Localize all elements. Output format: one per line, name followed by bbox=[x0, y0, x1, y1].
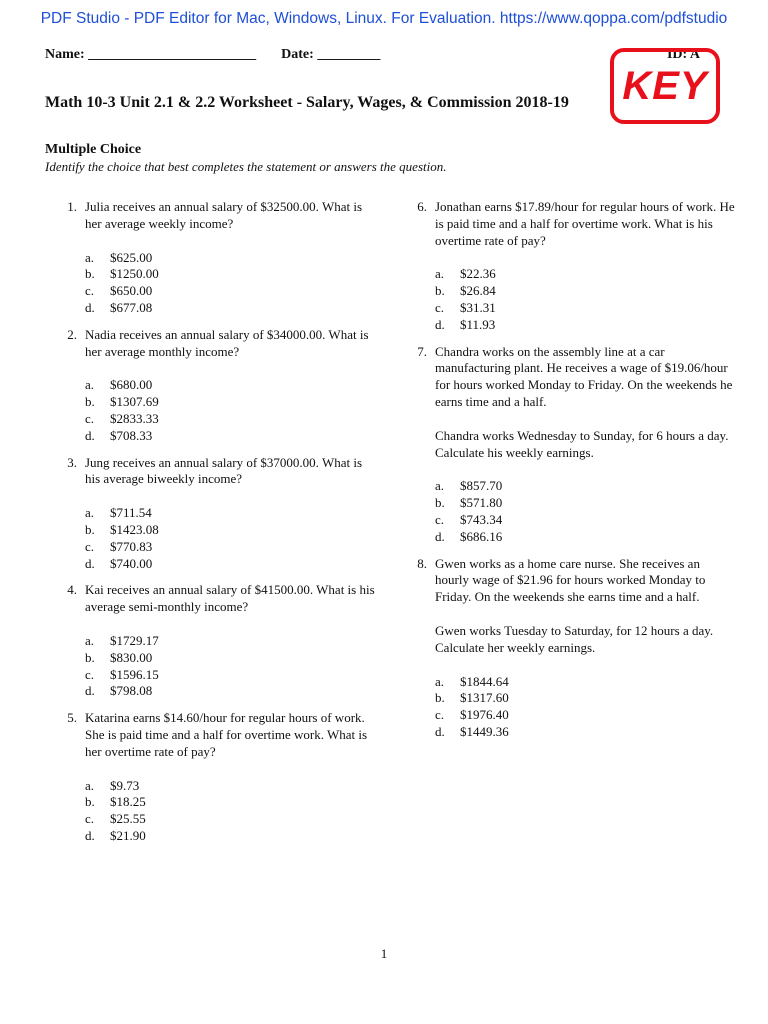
question-7 bbox=[405, 344, 735, 546]
option-value: $1976.40 bbox=[460, 707, 509, 723]
answer-option bbox=[435, 724, 735, 741]
option-value: $743.34 bbox=[460, 511, 503, 527]
question-number: 4. bbox=[67, 582, 77, 598]
answer-option bbox=[85, 633, 375, 650]
question-text: Julia receives an annual salary of $32500.00. What is her average weekly income? bbox=[85, 199, 363, 231]
question-3 bbox=[55, 455, 375, 573]
option-letter: b. bbox=[85, 794, 95, 810]
student-info-line bbox=[45, 47, 380, 63]
answer-option bbox=[435, 266, 735, 283]
page-number: 1 bbox=[380, 946, 388, 961]
question-text: Chandra works Wednesday to Sunday, for 6 hours a day. Calculate his weekly earnings. bbox=[435, 427, 729, 460]
option-letter: b. bbox=[435, 495, 445, 511]
answer-option bbox=[85, 828, 375, 845]
option-letter: c. bbox=[85, 283, 95, 299]
answer-option bbox=[85, 667, 375, 684]
option-value: $1729.17 bbox=[110, 632, 159, 648]
option-letter: d. bbox=[435, 316, 445, 332]
answer-option bbox=[435, 529, 735, 546]
option-value: $857.70 bbox=[460, 478, 503, 494]
question-number: 5. bbox=[67, 710, 77, 726]
section-title: Multiple Choice bbox=[45, 142, 142, 157]
question-text: Gwen works as a home care nurse. She receives an hourly wage of $21.96 for hours worked Monday to Friday. On the weekends she earns time and a half. bbox=[435, 555, 706, 605]
answer-option bbox=[435, 707, 735, 724]
answer-option bbox=[85, 522, 375, 539]
answer-option bbox=[85, 683, 375, 700]
option-letter: a. bbox=[435, 266, 445, 282]
answer-option bbox=[435, 300, 735, 317]
option-letter: b. bbox=[85, 266, 95, 282]
option-value: $31.31 bbox=[460, 299, 496, 315]
question-text: Gwen works Tuesday to Saturday, for 12 hours a day. Calculate her weekly earnings. bbox=[435, 622, 714, 655]
answer-option bbox=[85, 428, 375, 445]
question-number: 8. bbox=[417, 555, 427, 571]
name-label: Name: bbox=[45, 47, 85, 62]
answer-option bbox=[435, 512, 735, 529]
answer-option bbox=[85, 505, 375, 522]
questions-column-right bbox=[405, 199, 735, 751]
option-value: $21.90 bbox=[110, 827, 146, 843]
option-letter: c. bbox=[85, 666, 95, 682]
question-text: Jung receives an annual salary of $37000.00. What is his average biweekly income? bbox=[85, 454, 363, 487]
question-2 bbox=[55, 327, 375, 445]
question-number: 7. bbox=[417, 343, 427, 359]
option-value: $1596.15 bbox=[110, 666, 159, 682]
option-value: $677.08 bbox=[110, 299, 153, 315]
answer-option bbox=[435, 495, 735, 512]
option-letter: a. bbox=[435, 673, 445, 689]
option-value: $1423.08 bbox=[110, 521, 159, 537]
answer-option bbox=[435, 317, 735, 334]
option-letter: b. bbox=[85, 649, 95, 665]
question-6 bbox=[405, 199, 735, 334]
option-value: $18.25 bbox=[110, 794, 146, 810]
option-value: $9.73 bbox=[110, 777, 140, 793]
option-value: $625.00 bbox=[110, 249, 153, 265]
option-value: $711.54 bbox=[110, 505, 152, 521]
question-number: 6. bbox=[417, 199, 427, 214]
answer-options bbox=[85, 633, 375, 700]
option-value: $22.36 bbox=[460, 266, 496, 282]
option-letter: a. bbox=[85, 377, 95, 393]
option-value: $11.93 bbox=[460, 316, 496, 332]
answer-option bbox=[85, 811, 375, 828]
question-number: 3. bbox=[67, 454, 77, 470]
option-letter: a. bbox=[85, 632, 95, 648]
option-letter: b. bbox=[435, 690, 445, 706]
answer-option bbox=[85, 250, 375, 267]
question-4 bbox=[55, 582, 375, 700]
option-letter: d. bbox=[85, 827, 95, 843]
answer-option bbox=[435, 478, 735, 495]
option-value: $1844.64 bbox=[460, 673, 509, 689]
option-letter: c. bbox=[435, 707, 445, 723]
option-value: $1250.00 bbox=[110, 266, 159, 282]
answer-options bbox=[85, 778, 375, 845]
option-value: $770.83 bbox=[110, 538, 153, 554]
option-value: $680.00 bbox=[110, 377, 153, 393]
answer-option bbox=[85, 394, 375, 411]
answer-key-stamp bbox=[610, 48, 720, 124]
answer-option bbox=[85, 539, 375, 556]
option-value: $740.00 bbox=[110, 555, 153, 571]
answer-options bbox=[85, 505, 375, 572]
option-value: $2833.33 bbox=[110, 410, 159, 426]
option-letter: d. bbox=[85, 555, 95, 571]
date-label: Date: bbox=[281, 47, 314, 62]
question-5 bbox=[55, 710, 375, 845]
question-1 bbox=[55, 199, 375, 317]
question-text: Kai receives an annual salary of $41500.00. What is his average semi-monthly income? bbox=[85, 582, 375, 615]
key-stamp-text: KEY bbox=[622, 63, 708, 108]
answer-option bbox=[85, 650, 375, 667]
answer-option bbox=[85, 556, 375, 573]
answer-option bbox=[85, 377, 375, 394]
answer-option bbox=[85, 300, 375, 317]
option-value: $708.33 bbox=[110, 427, 153, 443]
answer-options bbox=[435, 266, 735, 333]
answer-option bbox=[85, 794, 375, 811]
option-value: $830.00 bbox=[110, 649, 153, 665]
option-value: $650.00 bbox=[110, 283, 153, 299]
option-letter: d. bbox=[85, 299, 95, 315]
date-blank: _________ bbox=[317, 47, 381, 62]
answer-options bbox=[85, 250, 375, 317]
option-letter: c. bbox=[85, 811, 95, 827]
option-letter: d. bbox=[85, 427, 95, 443]
option-letter: b. bbox=[85, 394, 95, 410]
answer-options bbox=[435, 478, 735, 545]
option-value: $798.08 bbox=[110, 683, 153, 699]
option-letter: b. bbox=[435, 283, 445, 299]
option-letter: a. bbox=[85, 505, 95, 521]
id-label: ID: A bbox=[666, 47, 700, 62]
option-letter: b. bbox=[85, 521, 95, 537]
question-text: Katarina earns $14.60/hour for regular hours of work. She is paid time and a half for overtime work. What is her overtime rate of pay? bbox=[85, 710, 368, 759]
evaluation-banner[interactable]: PDF Studio - PDF Editor for Mac, Windows, Linux. For Evaluation. https://www.qoppa.com/pdfstudio bbox=[40, 10, 728, 27]
option-value: $571.80 bbox=[460, 495, 503, 511]
option-letter: c. bbox=[85, 538, 95, 554]
answer-option bbox=[85, 283, 375, 300]
section-instructions: Identify the choice that best completes the statement or answers the question. bbox=[45, 159, 447, 174]
option-value: $26.84 bbox=[460, 283, 496, 299]
answer-option bbox=[85, 266, 375, 283]
option-value: $25.55 bbox=[110, 811, 146, 827]
name-blank: ________________________ bbox=[88, 47, 257, 62]
option-letter: a. bbox=[435, 478, 445, 494]
question-number: 1. bbox=[67, 199, 77, 214]
question-text: Nadia receives an annual salary of $34000.00. What is her average monthly income? bbox=[85, 326, 369, 359]
option-letter: d. bbox=[85, 683, 95, 699]
question-text: Jonathan earns $17.89/hour for regular hours of work. He is paid time and a half for overtime work. What is his overtime rate of pay? bbox=[435, 199, 735, 248]
answer-option bbox=[85, 778, 375, 795]
question-text: Chandra works on the assembly line at a car manufacturing plant. He receives a wage of $19.06/hour for hours worked Monday to Friday. On the weekends he earns time and a half. bbox=[435, 343, 733, 409]
question-number: 2. bbox=[67, 326, 77, 342]
answer-option bbox=[435, 690, 735, 707]
answer-options bbox=[85, 377, 375, 444]
answer-option bbox=[85, 411, 375, 428]
option-value: $686.16 bbox=[460, 528, 503, 544]
option-letter: c. bbox=[85, 410, 95, 426]
option-value: $1449.36 bbox=[460, 723, 509, 739]
answer-option bbox=[435, 674, 735, 691]
answer-options bbox=[435, 674, 735, 741]
option-letter: d. bbox=[435, 723, 445, 739]
option-value: $1317.60 bbox=[460, 690, 509, 706]
option-letter: c. bbox=[435, 299, 445, 315]
worksheet-title: Math 10-3 Unit 2.1 & 2.2 Worksheet - Salary, Wages, & Commission 2018-19 bbox=[45, 94, 569, 111]
option-letter: a. bbox=[85, 249, 95, 265]
questions-column-left bbox=[55, 199, 375, 855]
option-letter: a. bbox=[85, 777, 95, 793]
question-8 bbox=[405, 556, 735, 741]
option-letter: d. bbox=[435, 528, 445, 544]
answer-option bbox=[435, 283, 735, 300]
option-value: $1307.69 bbox=[110, 394, 159, 410]
option-letter: c. bbox=[435, 511, 445, 527]
